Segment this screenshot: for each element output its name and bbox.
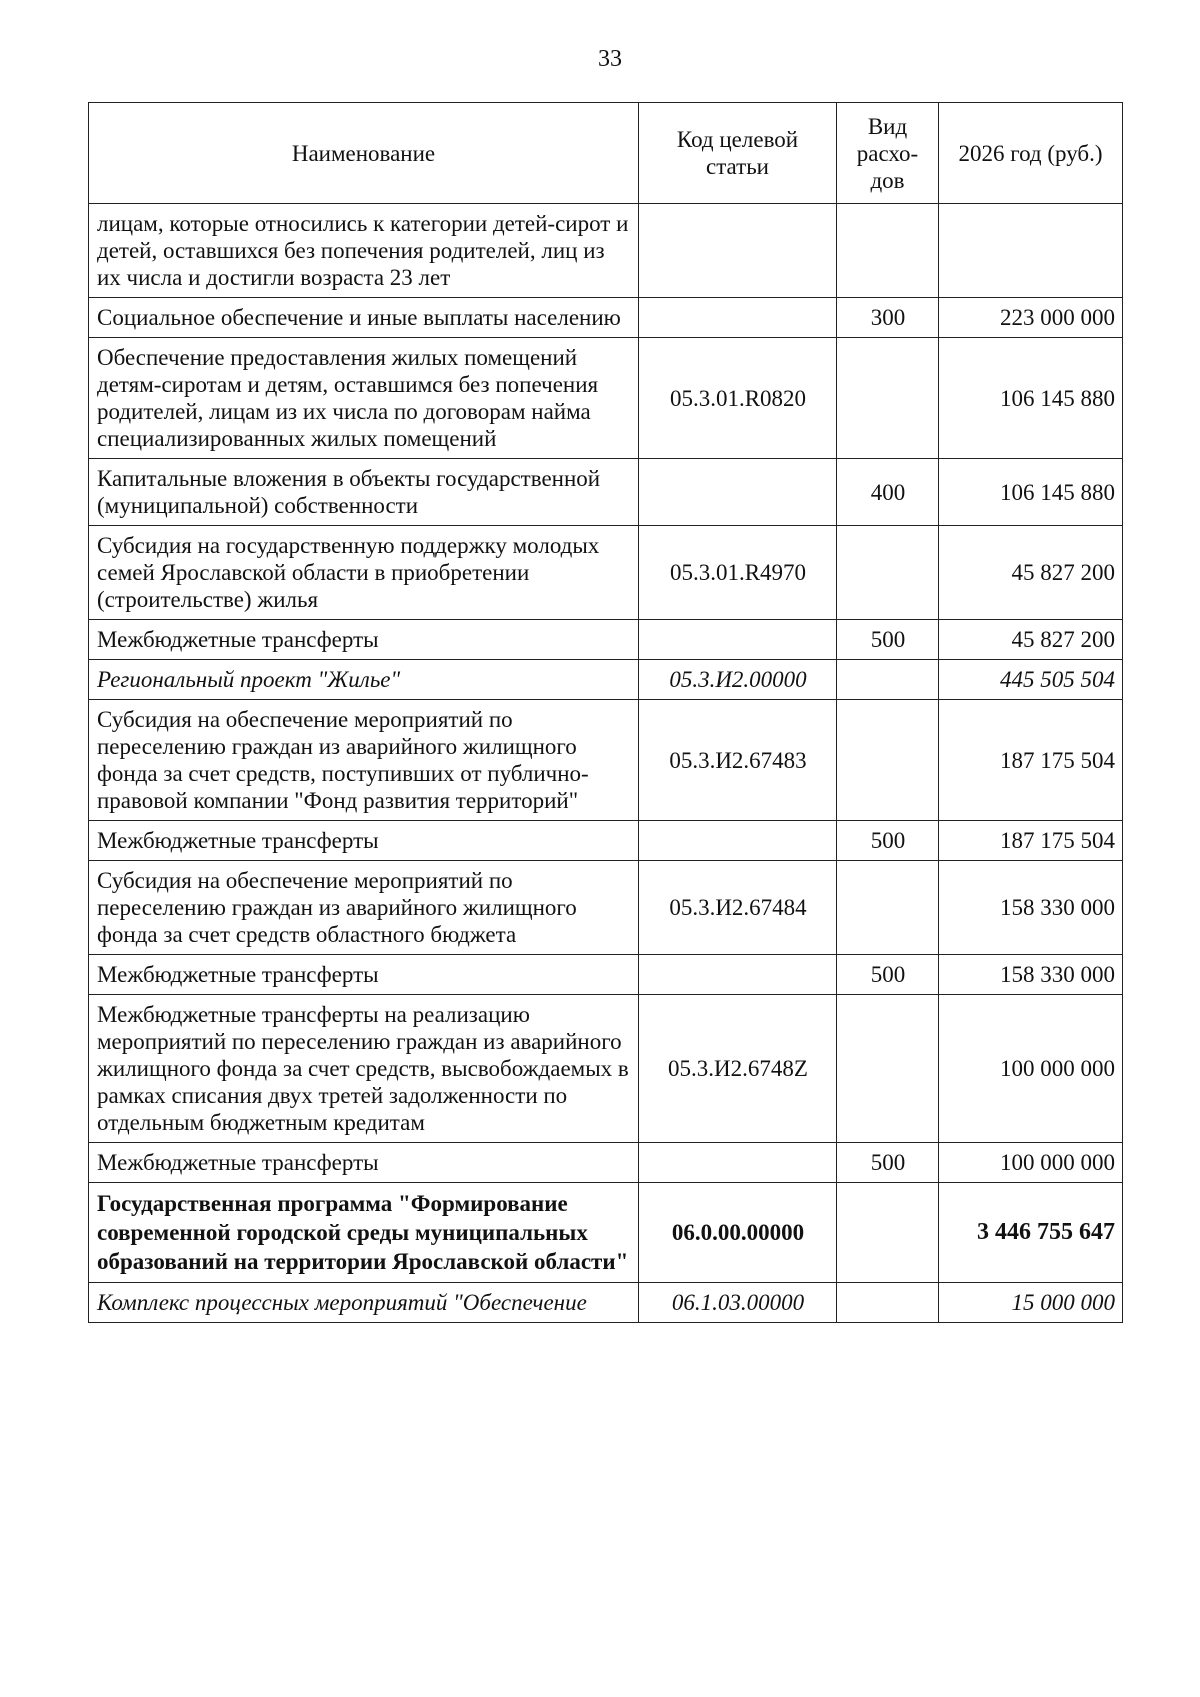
- header-kind: Вид расхо- дов: [837, 103, 939, 204]
- row-code: [639, 298, 837, 338]
- table-row: [89, 861, 1123, 955]
- row-code: 05.3.И2.00000: [639, 660, 837, 700]
- table-row: [89, 1183, 1123, 1283]
- row-kind: [837, 338, 939, 459]
- row-code: [639, 620, 837, 660]
- table-row: [89, 995, 1123, 1143]
- row-code: 05.3.01.R0820: [639, 338, 837, 459]
- row-kind: 500: [837, 955, 939, 995]
- table-row: [89, 298, 1123, 338]
- row-name: Субсидия на обеспечение мероприятий по переселению граждан из аварийного жилищного фонда за счет средств областного бюджета: [89, 861, 639, 955]
- row-kind: [837, 995, 939, 1143]
- row-kind: [837, 1283, 939, 1323]
- table-row: [89, 1283, 1123, 1323]
- row-code: 05.3.И2.67483: [639, 700, 837, 821]
- row-name: Межбюджетные трансферты: [89, 1143, 639, 1183]
- header-code: Код целевой статьи: [639, 103, 837, 204]
- row-sum: 106 145 880: [939, 459, 1123, 526]
- row-kind: 500: [837, 620, 939, 660]
- row-kind: [837, 526, 939, 620]
- row-sum: 3 446 755 647: [939, 1183, 1123, 1283]
- row-name: Региональный проект "Жилье": [89, 660, 639, 700]
- table-row: [89, 459, 1123, 526]
- row-code: [639, 821, 837, 861]
- row-name: Капитальные вложения в объекты государственной (муниципальной) собственности: [89, 459, 639, 526]
- row-kind: [837, 1183, 939, 1283]
- table-row: [89, 700, 1123, 821]
- row-sum: 45 827 200: [939, 526, 1123, 620]
- row-code: [639, 459, 837, 526]
- row-name: Субсидия на государственную поддержку молодых семей Ярославской области в приобретении (строительстве) жилья: [89, 526, 639, 620]
- row-sum: 100 000 000: [939, 995, 1123, 1143]
- row-kind: 300: [837, 298, 939, 338]
- row-name: Межбюджетные трансферты на реализацию мероприятий по переселению граждан из аварийного жилищного фонда за счет средств, высвобождаемых в рамках списания двух третей задолженности по отдельным бюджетным кредитам: [89, 995, 639, 1143]
- header-sum: 2026 год (руб.): [939, 103, 1123, 204]
- table-row: [89, 955, 1123, 995]
- row-name: Субсидия на обеспечение мероприятий по переселению граждан из аварийного жилищного фонда за счет средств, поступивших от публично-правовой компании "Фонд развития территорий": [89, 700, 639, 821]
- row-kind: [837, 660, 939, 700]
- table-row: [89, 620, 1123, 660]
- row-sum: 187 175 504: [939, 700, 1123, 821]
- header-name: Наименование: [89, 103, 639, 204]
- table-row: [89, 660, 1123, 700]
- row-name: Социальное обеспечение и иные выплаты населению: [89, 298, 639, 338]
- row-kind: [837, 700, 939, 821]
- table-row: [89, 1143, 1123, 1183]
- row-sum: 100 000 000: [939, 1143, 1123, 1183]
- table-row: [89, 526, 1123, 620]
- row-sum: 158 330 000: [939, 955, 1123, 995]
- row-code: 05.3.И2.6748Z: [639, 995, 837, 1143]
- row-code: [639, 204, 837, 298]
- row-name: Комплекс процессных мероприятий "Обеспечение: [89, 1283, 639, 1323]
- row-kind: 400: [837, 459, 939, 526]
- row-code: 06.1.03.00000: [639, 1283, 837, 1323]
- row-sum: 223 000 000: [939, 298, 1123, 338]
- row-sum: [939, 204, 1123, 298]
- row-sum: 445 505 504: [939, 660, 1123, 700]
- row-name: Государственная программа "Формирование современной городской среды муниципальных образований на территории Ярославской области": [89, 1183, 639, 1283]
- table-row: [89, 338, 1123, 459]
- row-sum: 187 175 504: [939, 821, 1123, 861]
- row-name: Межбюджетные трансферты: [89, 955, 639, 995]
- row-sum: 45 827 200: [939, 620, 1123, 660]
- row-name: Обеспечение предоставления жилых помещений детям-сиротам и детям, оставшимся без попечения родителей, лицам из их числа по договорам найма специализированных жилых помещений: [89, 338, 639, 459]
- row-code: 05.3.01.R4970: [639, 526, 837, 620]
- row-kind: [837, 861, 939, 955]
- row-code: [639, 955, 837, 995]
- table-body: [89, 204, 1123, 1323]
- row-kind: [837, 204, 939, 298]
- row-sum: 106 145 880: [939, 338, 1123, 459]
- row-kind: 500: [837, 821, 939, 861]
- table-header: [89, 103, 1123, 204]
- table-row: [89, 204, 1123, 298]
- row-code: [639, 1143, 837, 1183]
- row-code: 06.0.00.00000: [639, 1183, 837, 1283]
- page-number: 33: [598, 46, 622, 72]
- row-name: лицам, которые относились к категории детей-сирот и детей, оставшихся без попечения родителей, лиц из их числа и достигли возраста 23 лет: [89, 204, 639, 298]
- row-kind: 500: [837, 1143, 939, 1183]
- row-sum: 15 000 000: [939, 1283, 1123, 1323]
- row-sum: 158 330 000: [939, 861, 1123, 955]
- row-name: Межбюджетные трансферты: [89, 620, 639, 660]
- budget-table: [88, 102, 1123, 1323]
- row-name: Межбюджетные трансферты: [89, 821, 639, 861]
- table-row: [89, 821, 1123, 861]
- row-code: 05.3.И2.67484: [639, 861, 837, 955]
